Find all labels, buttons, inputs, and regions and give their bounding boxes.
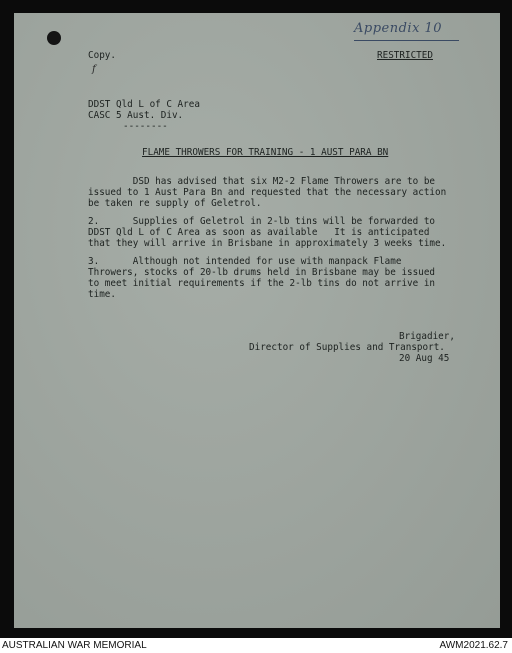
paragraph-line: to meet initial requirements if the 2-lb tins do not arrive in (88, 278, 436, 289)
signature-rank: Brigadier, (399, 331, 455, 342)
separator-line: -------- (123, 121, 168, 132)
paragraph-line: be taken re supply of Geletrol. (88, 198, 262, 209)
paragraph-line: Throwers, stocks of 20-lb drums held in Brisbane may be issued (88, 267, 436, 278)
archive-footer (0, 639, 512, 653)
paragraph-3 (88, 256, 478, 300)
institution-label: AUSTRALIAN WAR MEMORIAL (2, 640, 147, 651)
paragraph-line: 2. Supplies of Geletrol in 2-lb tins will be forwarded to (88, 216, 436, 227)
paragraph-line: DDST Qld L of C Area as soon as available It is anticipated (88, 227, 430, 238)
classification-label: RESTRICTED (377, 50, 433, 61)
paragraph-1 (88, 176, 478, 209)
copy-label: Copy. (88, 50, 116, 61)
handwritten-annotation: Appendix 10 (354, 21, 443, 36)
punch-hole (47, 31, 61, 45)
paragraph-line: DSD has advised that six M2-2 Flame Throwers are to be (88, 176, 436, 187)
subject-heading: FLAME THROWERS FOR TRAINING - 1 AUST PARA BN (142, 147, 389, 158)
addressee-line: CASC 5 Aust. Div. (88, 110, 184, 121)
paragraph-line: 3. Although not intended for use with manpack Flame (88, 256, 402, 267)
reference-number: AWM2021.62.7 (439, 640, 508, 651)
signature-date: 20 Aug 45 (399, 353, 450, 364)
pencil-mark: f (92, 64, 96, 75)
document-page (14, 13, 500, 628)
annotation-underline (354, 40, 459, 41)
paragraph-2 (88, 216, 478, 249)
signature-title: Director of Supplies and Transport. (249, 342, 445, 353)
paragraph-line: that they will arrive in Brisbane in approximately 3 weeks time. (88, 238, 447, 249)
paragraph-line: issued to 1 Aust Para Bn and requested that the necessary action (88, 187, 447, 198)
paragraph-line: time. (88, 289, 116, 300)
addressee-line: DDST Qld L of C Area (88, 99, 200, 110)
